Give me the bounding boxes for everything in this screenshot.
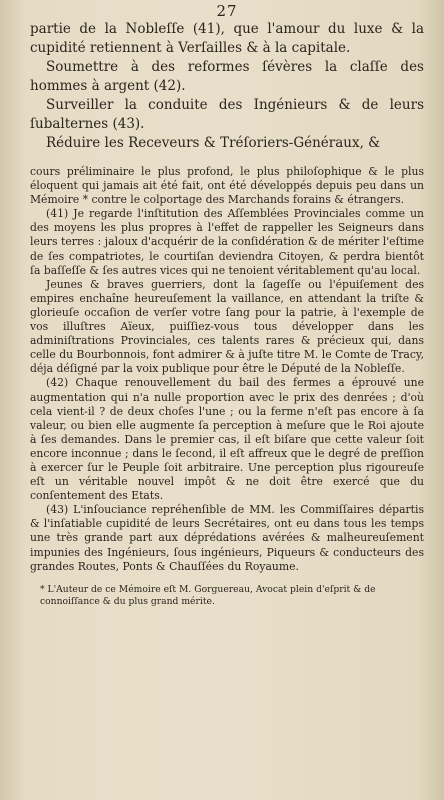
note-42: (42) Chaque renouvellement du bail des fermes a éprouvé une augmentation qui n'a nulle proportion avec le prix des denrées ; d'où cela vient-il ? de deux choſes l'une ; ou la ferme n'eſt pas encore à ſa valeur, ou bien elle augmente ſa perception à meſure que le Roi ajoute à ſes demandes. Dans le premier cas, il eſt biſare que cette valeur ſoit encore inconnue ; dans le ſecond, il eſt affreux que le degré de preſſion à exercer ſur le Peuple ſoit arbitraire. Une perception plus rigoureuſe eſt un véritable nouvel impôt & ne doit être exercé que du conſentement des Etats. xyxy=(30,376,424,503)
note-paragraph: Jeunes & braves guerriers, dont la ſageſſe ou l'épuiſement des empires enchaîne heureuſement la vaillance, en attendant la triſte & glorieuſe occaſion de verſer votre ſang pour la patrie, à l'exemple de vos illuſtres Aïeux, puiſſiez-vous tous développer dans les adminiſtrations Provinciales, ces talents rares & précieux qui, dans celle du Bourbonnois, font admirer & à juſte titre M. le Comte de Tracy, déja déſigné par la voix publique pour être le Député de la Nobleſſe. xyxy=(30,277,424,376)
page-number: 27 xyxy=(216,2,238,20)
main-paragraph: Soumettre à des reformes ſévères la claſſe des hommes à argent (42). xyxy=(30,59,424,94)
footnote xyxy=(30,584,424,609)
footnote-text: * L'Auteur de ce Mémoire eſt M. Gorguereau, Avocat plein d'eſprit & de connoiſſance & du plus grand mérite. xyxy=(40,583,376,608)
note-paragraph: cours préliminaire le plus profond, le plus philoſophique & le plus éloquent qui jamais ait été fait, ont été développés depuis peu dans un Mémoire * contre le colportage des Marchands forains & étrangers. xyxy=(30,165,424,207)
note-43: (43) L'inſouciance repréhenſible de MM. les Commiſſaires départis & l'inſatiable cupidité de leurs Secrétaires, ont eu dans tous les temps une très grande part aux déprédations avérées & malheureuſement impunies des Ingénieurs, ſous ingénieurs, Piqueurs & conducteurs des grandes Routes, Ponts & Chauſſées du Royaume. xyxy=(30,503,424,573)
main-text xyxy=(30,20,424,153)
main-paragraph: Réduire les Receveurs & Tréſoriers-Généraux, & xyxy=(46,135,381,151)
note-41: (41) Je regarde l'inſtitution des Aſſemblées Provinciales comme un des moyens les plus propres à l'effet de rappeller les Seigneurs dans leurs terres : jaloux d'acquérir de la conſidération & de mériter l'eſtime de ſes compatriotes, le courtiſan deviendra Citoyen, & perdra bientôt ſa baſſeſſe & ſes autres vices qui ne tenoient véritablement qu'au local. xyxy=(30,207,424,277)
main-paragraph: partie de la Nobleſſe (41), que l'amour du luxe & la cupidité retiennent à Verſailles & à la capitale. xyxy=(30,21,424,56)
main-paragraph: Surveiller la conduite des Ingénieurs & de leurs ſubalternes (43). xyxy=(30,97,424,132)
endnotes xyxy=(30,165,424,574)
